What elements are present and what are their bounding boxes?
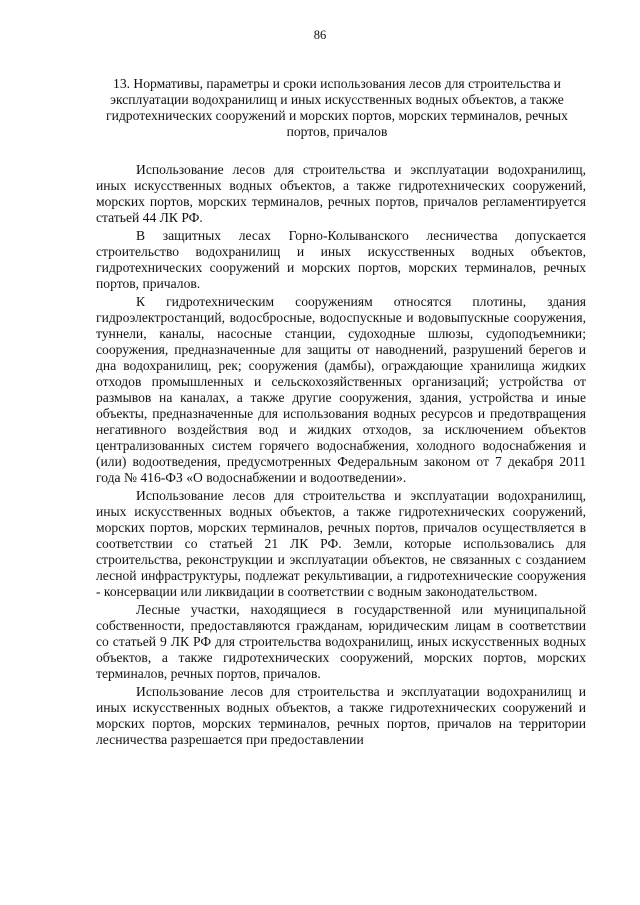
paragraph-5: Лесные участки, находящиеся в государственной или муниципальной собственности, предоставляются гражданам, юридическим лицам в соответствии со статьей 9 ЛК РФ для строительства водохранилищ, иных искусственных водных объектов, а также гидротехнических сооружений, морских портов, морских терминалов, речных портов, причалов. [96, 602, 586, 681]
paragraph-6: Использование лесов для строительства и эксплуатации водохранилищ и иных искусственных водных объектов, а также гидротехнических сооружений и морских портов, морских терминалов, речных портов, причалов на территории лесничества разрешается при предоставлении [96, 684, 586, 747]
paragraph-1: Использование лесов для строительства и эксплуатации водохранилищ, иных искусственных водных объектов, а также гидротехнических сооружений, морских портов, морских терминалов, речных портов, причалов регламентируется статьей 44 ЛК РФ. [96, 162, 586, 225]
paragraph-2: В защитных лесах Горно-Колыванского лесничества допускается строительство водохранилищ и иных искусственных водных объектов, гидротехнических сооружений и морских портов, морских терминалов, речных портов, причалов. [96, 228, 586, 291]
section-body [96, 162, 586, 750]
paragraph-4: Использование лесов для строительства и эксплуатации водохранилищ, иных искусственных водных объектов, а также гидротехнических сооружений, морских портов, морских терминалов, речных портов, причалов осуществляется в соответствии со статьей 21 ЛК РФ. Земли, которые использовались для строительства, реконструкции и эксплуатации объектов, не связанных с созданием лесной инфраструктуры, подлежат рекультивации, а гидротехнические сооружения - консервации или ликвидации в соответствии с водным законодательством. [96, 488, 586, 599]
page-number: 86 [313, 28, 327, 42]
paragraph-3: К гидротехническим сооружениям относятся плотины, здания гидроэлектростанций, водосбросные, водоспускные и водовыпускные сооружения, туннели, каналы, насосные станции, судоходные шлюзы, судоподъемники; сооружения, предназначенные для защиты от наводнений, разрушений берегов и дна водохранилищ, рек; сооружения (дамбы), ограждающие хранилища жидких отходов промышленных и сельскохозяйственных организаций; устройства от размывов на каналах, а также другие сооружения, здания, устройства и иные объекты, предназначенные для использования водных ресурсов и предотвращения негативного воздействия вод и жидких отходов, за исключением объектов централизованных систем горячего водоснабжения, холодного водоснабжения и (или) водоотведения, предусмотренных Федеральным законом от 7 декабря 2011 года № 416-ФЗ «О водоснабжении и водоотведении». [96, 294, 586, 485]
section-heading: 13. Нормативы, параметры и сроки использования лесов для строительства и эксплуатации водохранилищ и иных искусственных водных объектов, а также гидротехнических сооружений и морских портов, морских терминалов, речных портов, причалов [106, 76, 568, 139]
